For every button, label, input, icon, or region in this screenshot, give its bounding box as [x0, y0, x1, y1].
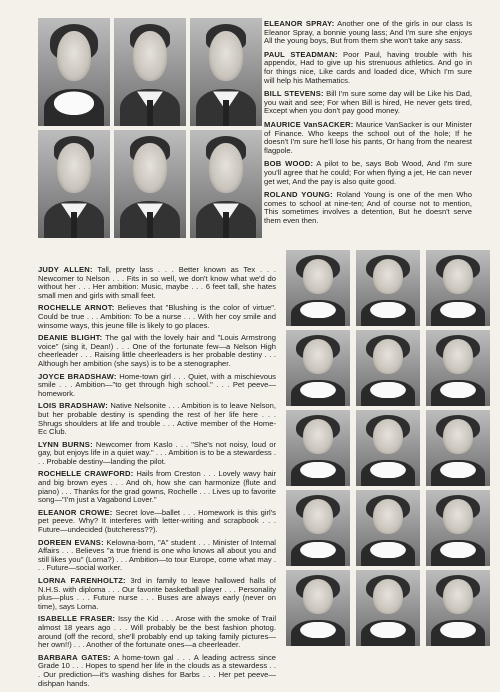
- entry-text: The gal with the lovely hair and "Louis Armstrong voice" (sing it, Dean!) . . . One of the fortunate few—a Nelson High cheerleader . . . Raising little cheerleaders is her probable destiny . . . Although her ambition (she says) is to be a stenographer.: [38, 333, 276, 368]
- entry-name: ROCHELLE CRAWFORD:: [38, 469, 134, 479]
- entry-name: DEANIE BLIGHT:: [38, 333, 103, 343]
- entry-text: Tall, pretty lass . . . Better known as Tex . . . Newcomer to Nelson . . . Fits in so well, we don't know what we'd do without her . . . Her ambition: Music, maybe . . . 6 feet tall, she hates small men and girls with small feet.: [38, 265, 276, 300]
- biography-column: [38, 266, 276, 692]
- entry-text: Kelowna-born, "A" student . . . Minister of Internal Affairs . . . Believes "a true friend is one who knows all about you and still likes you" (Lorna?) . . . Ambition—to tour Europe, come what may . . . Future—social worker.: [38, 537, 276, 573]
- entry-text: Secret love—ballet . . . Homework is this girl's pet peeve. Why? It interferes with letter-writing and scrapbook . . . Future—undecided (butcheress??).: [38, 507, 276, 535]
- entry-text: Roland Young is one of the men Who comes to school at nine-ten; And of course not to mention, This sometimes involves a detention, But he doesn't serve them even then.: [264, 190, 472, 225]
- portrait-photo: [114, 130, 186, 238]
- portrait-photo: [426, 410, 490, 486]
- entry-text: Bill I'm sure some day will be Like his Dad, you wait and see; For when Bill is hired, He never gets tired, Except when you don't pay good money.: [264, 89, 472, 116]
- entry-name: BILL STEVENS:: [264, 89, 324, 99]
- entry-lynn-burns: [38, 441, 276, 467]
- portrait-photo: [286, 250, 350, 326]
- entry-doreen-evans: [38, 539, 276, 573]
- portrait-photo: [356, 570, 420, 646]
- portrait-photo: [426, 490, 490, 566]
- entry-name: ROCHELLE ARNOT:: [38, 303, 115, 313]
- portrait-photo: [356, 250, 420, 326]
- entry-bob-wood: [264, 160, 472, 186]
- portrait-photo: [426, 570, 490, 646]
- entry-text: Maurice VanSacker is our Minister of Finance. Who keeps the school out of the hole; If he doesn't I'm sure he'll lose his pants, Or hang from the nearest flagpole.: [264, 119, 472, 155]
- entry-name: LORNA FARENHOLTZ:: [38, 576, 126, 585]
- portrait-photo: [426, 330, 490, 406]
- portrait-photo: [286, 410, 350, 486]
- entry-text: A home-town gal . . . A leading actress since Grade 10 . . . Hopes to spend her life in the clouds as a stewardess . . . Our prediction—it's washing dishes for Barbs . . . Her pet peeve—dishpan hands.: [38, 652, 276, 688]
- entry-roland-young: [264, 191, 472, 225]
- entry-name: LOIS BRADSHAW:: [38, 401, 108, 411]
- entry-name: JOYCE BRADSHAW:: [38, 371, 117, 381]
- entry-name: PAUL STEADMAN:: [264, 49, 338, 59]
- entry-bill-stevens: [264, 90, 472, 116]
- portrait-photo: [286, 490, 350, 566]
- entry-text: Believes that "Blushing is the color of virtue". Could be true . . . Ambition: To be a nurse . . . With her coy smile and winsome ways, this jeune fille is likely to go places.: [38, 303, 276, 330]
- entry-name: BARBARA GATES:: [38, 652, 111, 662]
- entry-text: 3rd in family to leave hallowed halls of N.H.S. with diploma . . . Our favorite basketball player . . . Personality plus—plus . . . Future nurse . . . Buses are always early (never on time), says Lorna.: [38, 576, 276, 611]
- entry-eleanor-spray: [264, 20, 472, 46]
- portrait-grid-top: [38, 18, 262, 238]
- entry-name: ROLAND YOUNG:: [264, 190, 333, 200]
- entry-name: MAURICE VanSACKER:: [264, 119, 354, 129]
- entry-name: ELEANOR CROWE:: [38, 507, 113, 517]
- entry-text: Hails from Creston . . . Lovely wavy hair and big brown eyes . . . And oh, how she can harmonize (flute and piano) . . . Thanks for the grad gowns, Rochelle . . . Lives up to favorite song—"I'm just a Vagabond Lover.": [38, 469, 277, 505]
- entry-rochelle-crawford: [38, 470, 276, 504]
- entry-lois-bradshaw: [38, 402, 276, 436]
- entry-name: DOREEN EVANS:: [38, 537, 104, 547]
- entry-joyce-bradshaw: [38, 373, 276, 399]
- entry-lorna-farenholtz: [38, 577, 276, 611]
- entry-deanie-blight: [38, 334, 276, 368]
- portrait-photo: [356, 490, 420, 566]
- portrait-photo: [190, 18, 262, 126]
- entry-rochelle-arnot: [38, 304, 276, 330]
- entry-text: Native Nelsonite . . . Ambition is to leave Nelson, but her probable destiny is spending the rest of her life here . . . Shrugs shoulders at life and trouble . . . Active member of the Home-Ec Club.: [38, 401, 276, 437]
- entry-text: Poor Paul, having trouble with his appendix, Had to give up his strenuous athletics. And go in for things nice, Like cards and loaded dice, Which I'm sure will help his Mathematics.: [264, 49, 472, 85]
- entry-text: Home-town girl . . . Quiet, with a mischievous smile . . . Ambition—"to get through high school." . . . Pet peeve—homework.: [38, 371, 276, 398]
- entry-maurice-vansacker: [264, 121, 472, 155]
- entry-name: ELEANOR SPRAY:: [264, 19, 335, 28]
- entry-isabelle-fraser: [38, 615, 276, 649]
- entry-barbara-gates: [38, 654, 276, 688]
- entry-judy-allen: [38, 266, 276, 300]
- portrait-photo: [114, 18, 186, 126]
- entry-eleanor-crowe: [38, 509, 276, 535]
- entry-text: A pilot to be, says Bob Wood, And I'm sure you'll agree that he could; For when flying a jet, He can never get wet, And the pay is also quite good.: [264, 159, 472, 186]
- portrait-photo: [356, 330, 420, 406]
- entry-name: LYNN BURNS:: [38, 439, 93, 449]
- portrait-photo: [190, 130, 262, 238]
- portrait-grid-side: [286, 250, 490, 646]
- limerick-column: [264, 20, 472, 230]
- portrait-photo: [426, 250, 490, 326]
- entry-name: JUDY ALLEN:: [38, 265, 93, 274]
- portrait-photo: [38, 18, 110, 126]
- entry-text: Issy the Kid . . . Arose with the smoke of Trail almost 18 years ago . . . Will probably be the best fashion photog. around (off the record, she'll probably end up taking family pictures—her own!!) . . . Another of the fortunate ones—a cheerleader.: [38, 614, 277, 650]
- portrait-photo: [38, 130, 110, 238]
- entry-name: BOB WOOD:: [264, 159, 314, 169]
- entry-text: Newcomer from Kaslo . . . "She's not noisy, loud or gay, but enjoys life in a quiet way." . . . Ambition is to be a stewardess . . . Probable destiny—landing the pilot.: [38, 439, 276, 466]
- entry-paul-steadman: [264, 51, 472, 85]
- portrait-photo: [356, 410, 420, 486]
- entry-name: ISABELLE FRASER:: [38, 614, 116, 624]
- portrait-photo: [286, 570, 350, 646]
- entry-text: Another one of the girls in our class Is Eleanor Spray, a bonnie young lass; And I'm sure she enjoys All the young boys, But from them she won't take any sass.: [264, 19, 472, 46]
- portrait-photo: [286, 330, 350, 406]
